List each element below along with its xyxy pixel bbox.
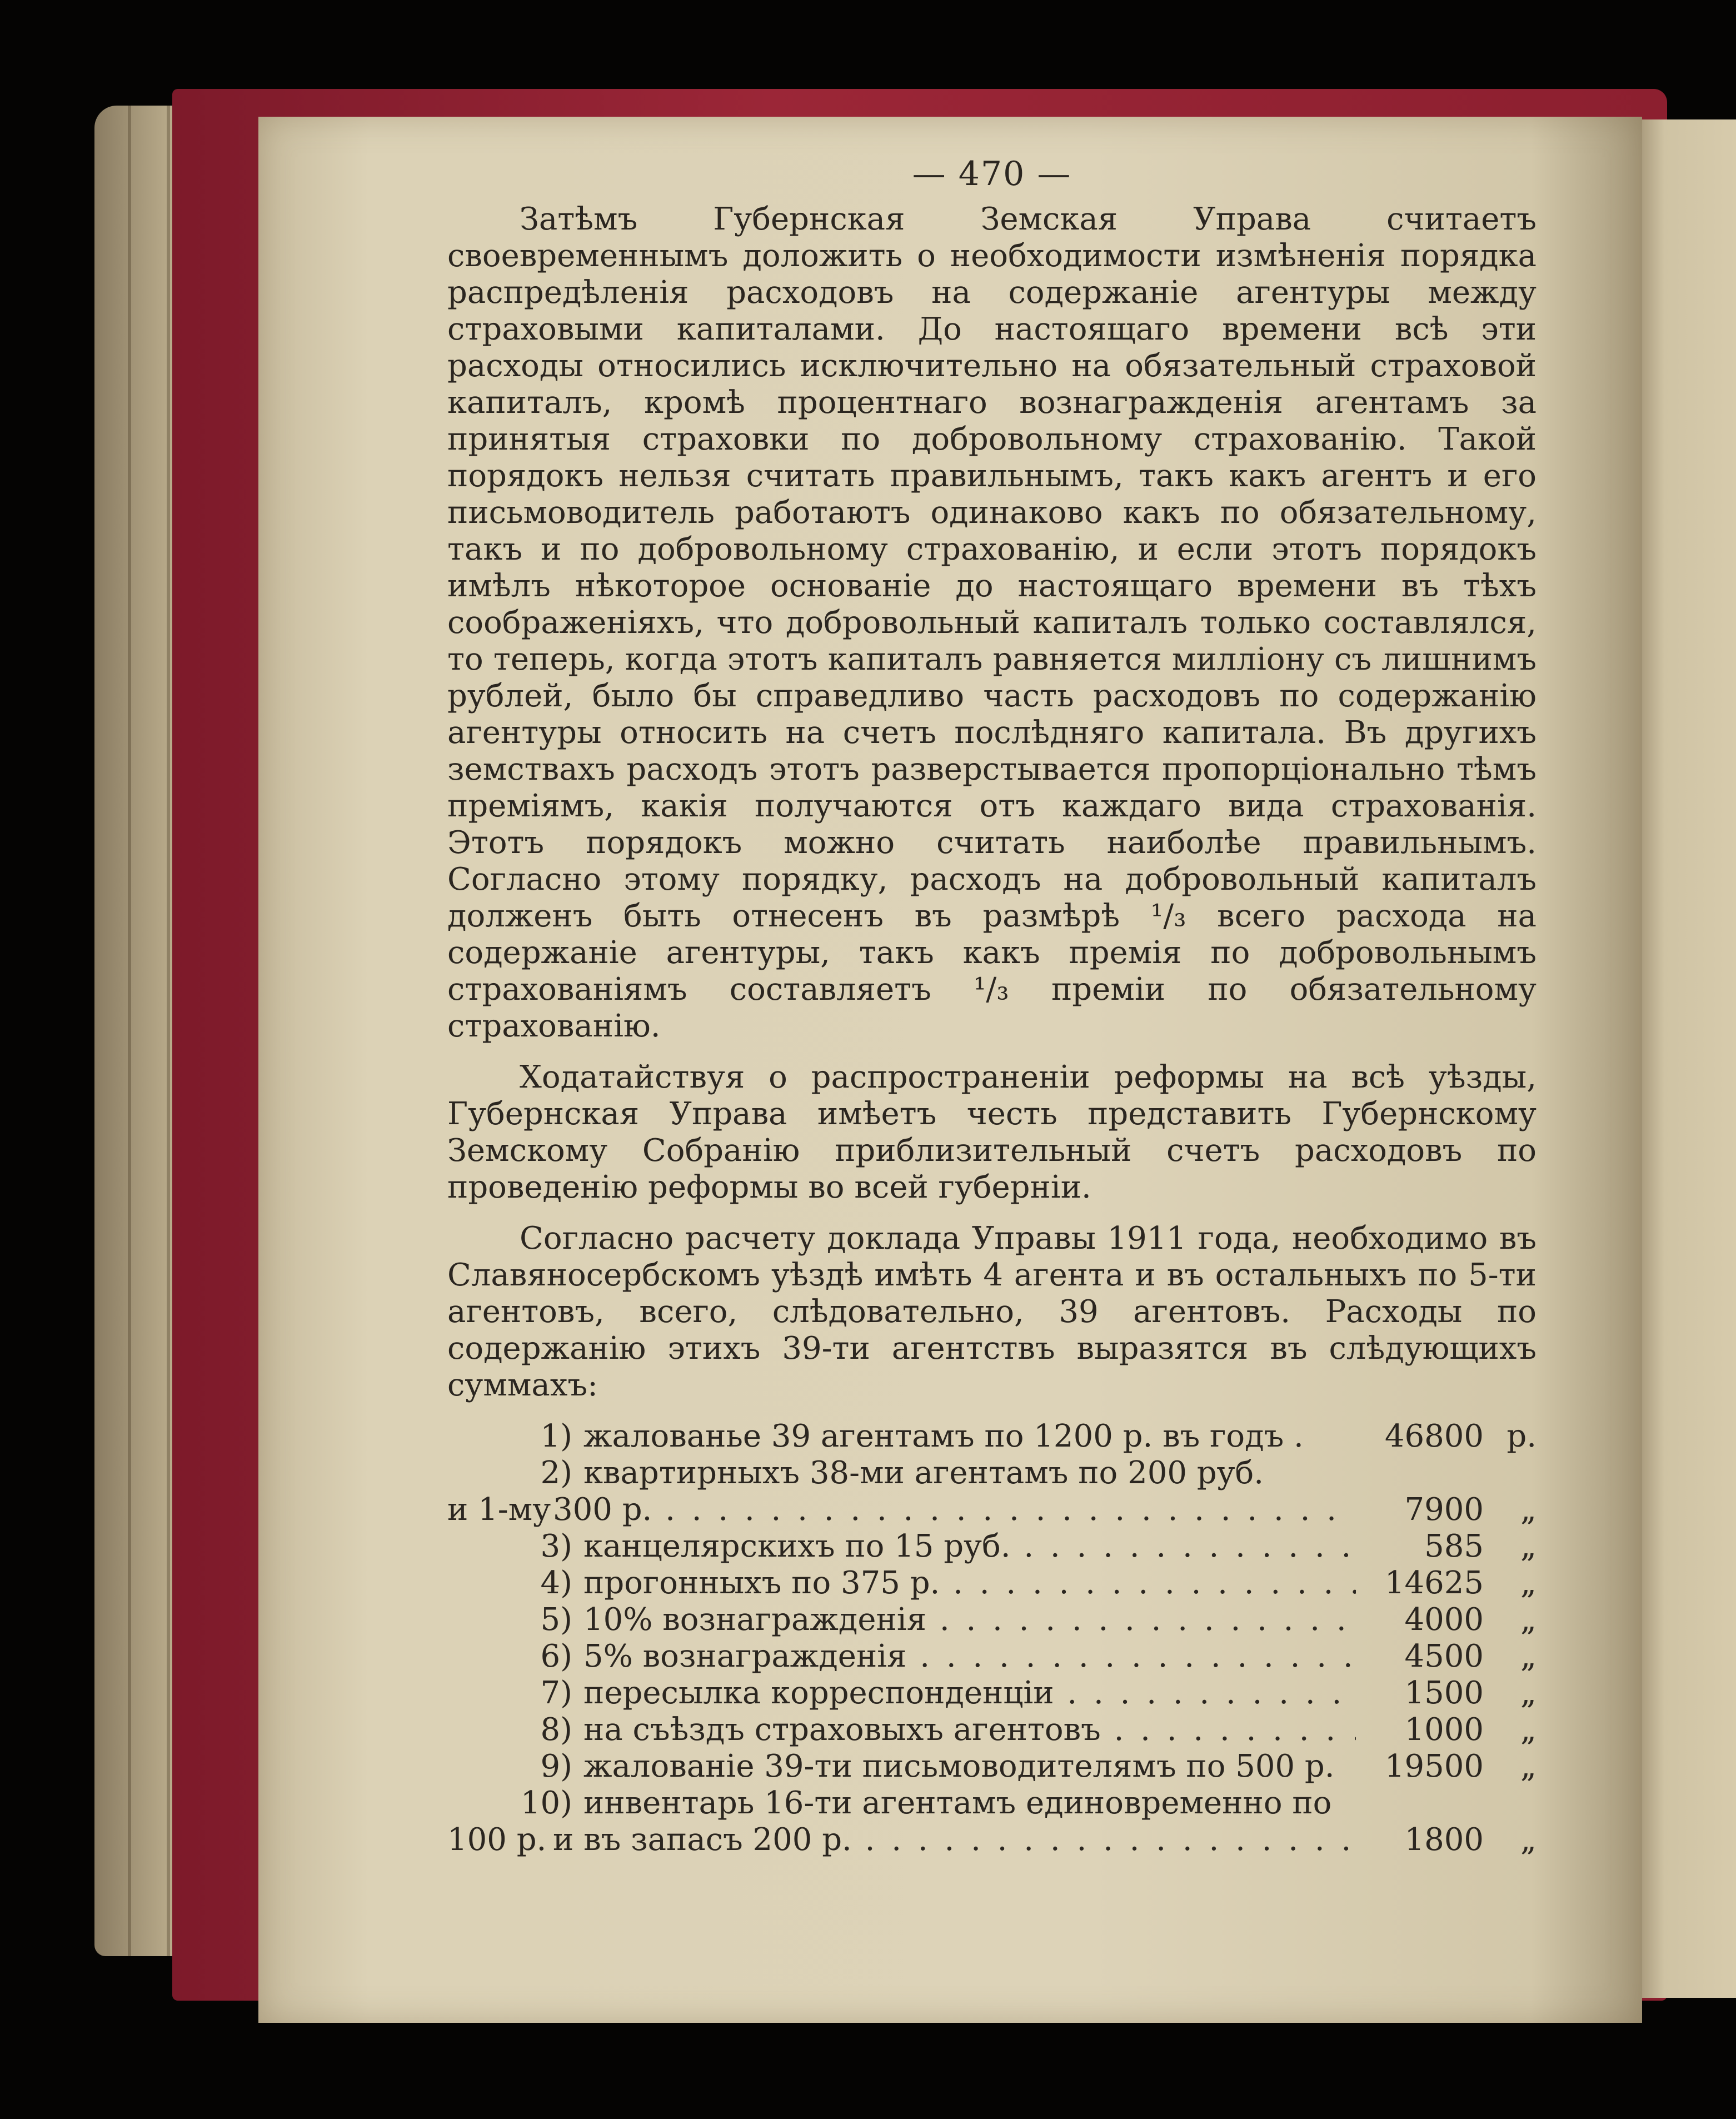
item-text-label: 10% вознагражденія [583,1602,927,1638]
item-text [583,1675,1356,1712]
item-text [583,1638,1356,1675]
item-amount: 1000 [1404,1712,1484,1748]
leader-dots [1054,1675,1356,1711]
item-amount: 14625 [1384,1565,1484,1601]
item-unit: „ [1520,1492,1537,1528]
item-unit: „ [1520,1712,1537,1748]
item-number: 5) [540,1602,572,1638]
item-number: 2) [540,1455,572,1491]
item-unit: „ [1520,1528,1537,1564]
item-text [583,1602,1356,1638]
item-amount: 1500 [1404,1675,1484,1711]
expense-item [447,1748,1537,1785]
item-text [583,1712,1356,1748]
item-amount: 19500 [1384,1748,1484,1784]
paragraph: Ходатайствуя о распространеніи реформы на всѣ уѣзды, Губернская Управа имѣетъ честь представить Губернскому Земскому Собранію приблизительный счетъ расходовъ по проведенію реформы во всей губерніи. [447,1059,1537,1205]
page-edge-line [167,106,170,1956]
item-amount: 46800 [1384,1418,1484,1454]
expense-item [447,1638,1537,1675]
page-content [447,156,1537,1858]
item-amount: 4000 [1404,1602,1484,1638]
item-number: и 1-му [447,1492,551,1528]
expense-item [447,1822,1537,1858]
item-unit: „ [1520,1602,1537,1638]
leader-dots [940,1565,1356,1601]
item-text [553,1492,1356,1528]
item-text: жалованье 39 агентамъ по 1200 р. въ годъ . [583,1418,1304,1454]
expense-item [447,1675,1537,1712]
facing-page [1634,119,1736,1998]
leader-dots [926,1602,1356,1638]
item-number: 8) [540,1712,572,1748]
expense-item [447,1565,1537,1602]
item-number: 9) [540,1748,572,1784]
item-amount: 7900 [1404,1492,1484,1528]
item-text-label: 300 р. [553,1492,652,1528]
item-number: 10) [520,1785,572,1821]
item-text-label: и въ запасъ 200 р. [553,1822,852,1858]
expense-item [447,1785,1537,1822]
leader-dots [652,1492,1356,1528]
item-text [553,1822,1356,1858]
item-amount: 1800 [1404,1822,1484,1858]
item-text [583,1565,1356,1602]
leader-dots [1011,1528,1356,1564]
item-number: 6) [540,1638,572,1674]
item-text-label: пересылка корреспонденціи [583,1675,1054,1711]
item-unit: „ [1520,1565,1537,1601]
item-unit: „ [1520,1822,1537,1858]
item-number: 3) [540,1528,572,1564]
expense-item [447,1712,1537,1748]
item-number: 4) [540,1565,572,1601]
item-unit: р. [1506,1418,1537,1454]
item-number: 7) [540,1675,572,1711]
item-text-label: прогонныхъ по 375 р. [583,1565,940,1601]
expense-list [447,1418,1537,1858]
item-amount: 585 [1424,1528,1484,1564]
page-number: — 470 — [912,154,1072,193]
item-text: инвентарь 16-ти агентамъ единовременно по [583,1785,1332,1821]
item-text: квартирныхъ 38-ми агентамъ по 200 руб. [583,1455,1264,1491]
expense-item [447,1418,1537,1455]
item-text-label: на съѣздъ страховыхъ агентовъ [583,1712,1101,1748]
leader-dots [1101,1712,1356,1748]
paragraph: Затѣмъ Губернская Земская Управа считаетъ своевременнымъ доложить о необходимости измѣненія порядка распредѣленія расходовъ на содержаніе агентуры между страховыми капиталами. До настоящаго времени всѣ эти расходы относились исключительно на обязательный страховой капиталъ, кромѣ процентнаго вознагражденія агентамъ за принятыя страховки по добровольному страхованію. Такой порядокъ нельзя считать правильнымъ, такъ какъ агентъ и его письмоводитель работаютъ одинаково какъ по обязательному, такъ и по добровольному страхованію, и если этотъ порядокъ имѣлъ нѣкоторое основаніе до настоящаго времени въ тѣхъ соображеніяхъ, что добровольный капиталъ только составлялся, то теперь, когда этотъ капиталъ равняется милліону съ лишнимъ рублей, было бы справедливо часть расходовъ по содержанію агентуры относить на счетъ послѣдняго капитала. Въ другихъ земствахъ расходъ этотъ разверстывается пропорціонально тѣмъ преміямъ, какія получаются отъ каждаго вида страхованія. Этотъ порядокъ можно считать наиболѣе правильнымъ. Согласно этому порядку, расходъ на добровольный капиталъ долженъ быть отнесенъ въ размѣрѣ ¹/₃ всего расхода на содержаніе агентуры, такъ какъ премія по добровольнымъ страхованіямъ составляетъ ¹/₃ преміи по обязательному страхованію. [447,201,1537,1044]
expense-item [447,1602,1537,1638]
page-edge-line [128,106,131,1956]
item-text: жалованіе 39-ти письмоводителямъ по 500 р. [583,1748,1335,1784]
leader-dots [852,1822,1356,1858]
item-unit: „ [1520,1638,1537,1674]
item-number: 100 р. [447,1822,547,1858]
expense-item [447,1455,1537,1492]
item-amount: 4500 [1404,1638,1484,1674]
item-text-label: канцелярскихъ по 15 руб. [583,1528,1011,1564]
item-text-label: 5% вознагражденія [583,1638,907,1674]
expense-item [447,1528,1537,1565]
item-unit: „ [1520,1675,1537,1711]
item-text [583,1528,1356,1565]
expense-item [447,1492,1537,1528]
book-page [258,117,1642,2023]
item-number: 1) [540,1418,572,1454]
leader-dots [906,1638,1356,1674]
paragraph: Согласно расчету доклада Управы 1911 года, необходимо въ Славяносербскомъ уѣздѣ имѣть 4 агента и въ остальныхъ по 5-ти агентовъ, всего, слѣдовательно, 39 агентовъ. Расходы по содержанію этихъ 39-ти агентствъ выразятся въ слѣдующихъ суммахъ: [447,1220,1537,1403]
item-unit: „ [1520,1748,1537,1784]
